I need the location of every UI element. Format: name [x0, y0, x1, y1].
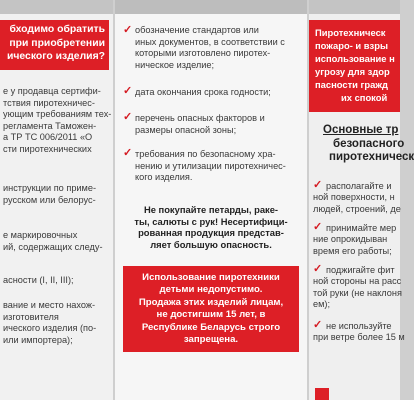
item-line: сти пиротехнических: [3, 143, 92, 154]
checkmark-icon: ✓: [123, 85, 133, 97]
checkmark-icon: ✓: [123, 111, 133, 123]
ban-line: Использование пиротехники: [142, 272, 280, 283]
safety-line: их спокой: [341, 92, 388, 103]
safety-box: [309, 20, 400, 112]
ban-line: Республике Беларусь строго: [141, 321, 281, 333]
item-line: время его работы;: [313, 245, 392, 256]
item-line: при ветре более 15 м: [313, 332, 405, 342]
list-item: [3, 230, 103, 253]
item-line: которыми изготовлено пиротех-: [135, 48, 271, 58]
leaflet-panel-middle: [115, 0, 307, 400]
ban-line: детьми недопустимо.: [159, 284, 263, 296]
list-item: [135, 25, 285, 71]
item-line: принимайте мер: [326, 223, 397, 233]
item-line: ического изделия (по-: [3, 323, 97, 333]
item-line: ной стороны на расс: [313, 276, 402, 286]
list-item-continued: [313, 192, 401, 215]
item-line: русском или белорус-: [3, 194, 96, 205]
checkmark-icon: ✓: [313, 263, 323, 275]
warning-line: ты, салюты с рук! Несертифици-: [134, 215, 288, 227]
red-corner-mark: [315, 388, 329, 400]
leaflet-panel-right: [309, 0, 414, 400]
question-line: ического изделия?: [6, 51, 105, 62]
item-line: не используйте: [326, 321, 392, 331]
item-line: изготовителя: [3, 311, 59, 322]
item-line: располагайте и: [326, 181, 392, 191]
item-line: требования по безопасному хра-: [135, 149, 276, 159]
item-line: инструкции по приме-: [3, 183, 97, 193]
checkmark-icon: ✓: [313, 221, 323, 233]
warning-line: ляет большую опасность.: [150, 238, 272, 250]
checkmark-icon: ✓: [313, 319, 323, 331]
list-item: [3, 300, 96, 346]
item-line: той руки (не наклоня: [313, 287, 402, 298]
list-item: [3, 86, 111, 155]
list-item: [135, 113, 265, 136]
checkmark-icon: ✓: [313, 179, 323, 191]
list-item: [326, 321, 392, 333]
checkmark-icon: ✓: [123, 24, 133, 36]
item-line: ем);: [313, 299, 331, 309]
item-line: перечень опасных факторов и: [135, 113, 265, 123]
item-line: размеры опасной зоны;: [135, 124, 237, 135]
item-line: или импортера);: [3, 334, 73, 345]
warning-text: [125, 204, 297, 250]
item-line: ующим требованиям тех-: [3, 109, 112, 119]
list-item: [135, 149, 286, 184]
item-line: кого изделия.: [135, 172, 193, 182]
checkmark-icon: ✓: [123, 147, 133, 159]
question-line: бходимо обратить: [9, 24, 105, 35]
item-line: дата окончания срока годности;: [135, 87, 271, 97]
list-item: [326, 181, 391, 193]
item-line: регламента Таможен-: [3, 120, 97, 131]
item-line: людей, строений, де: [313, 203, 401, 214]
question-line: при приобретении: [9, 37, 105, 49]
leaflet-panel-left: [0, 0, 113, 400]
list-item: [3, 183, 96, 206]
question-box: [0, 20, 109, 70]
item-line: тствия пиротехничес-: [3, 97, 95, 108]
list-item: [326, 265, 395, 277]
heading-line: Основные тр: [323, 124, 399, 136]
list-item-continued: [313, 332, 405, 344]
warning-line: Не покупайте петарды, раке-: [143, 204, 279, 215]
top-band: [0, 0, 113, 14]
list-item-continued: [313, 276, 402, 311]
safety-line: пасности гражд: [315, 79, 388, 90]
item-line: ий, содержащих следу-: [3, 241, 103, 252]
safety-line: использование н: [315, 53, 395, 64]
item-line: вание и место нахож-: [3, 300, 96, 310]
item-line: асности (I, II, III);: [3, 275, 74, 285]
warning-line: рованная продукция представ-: [138, 227, 284, 238]
list-item-continued: [313, 234, 392, 257]
item-line: иных документов, в соответствии с: [135, 36, 285, 47]
ban-line: не достигшим 15 лет, в: [156, 309, 266, 321]
item-line: ническое изделие;: [135, 59, 215, 70]
heading-line: пиротехническ: [329, 151, 414, 163]
safety-line: пожаро- и взры: [315, 40, 388, 51]
item-line: нению и утилизации пиротехничес-: [135, 160, 286, 171]
heading-line: безопасного: [333, 137, 405, 150]
ban-line: Продажа этих изделий лицам,: [138, 296, 284, 308]
list-item: [326, 223, 396, 235]
item-line: ной поверхности, н: [313, 192, 395, 202]
item-line: е маркировочных: [3, 230, 78, 240]
safety-line: угрозу для здор: [315, 66, 390, 77]
item-line: поджигайте фит: [326, 265, 395, 275]
children-ban-box: [123, 266, 299, 352]
item-line: ние опрокидыван: [313, 234, 388, 244]
safety-line: Пиротехническ: [315, 27, 386, 38]
list-item: [135, 87, 271, 99]
list-item: [3, 275, 74, 287]
top-band: [309, 0, 400, 14]
item-line: обозначение стандартов или: [135, 25, 259, 35]
item-line: е у продавца сертифи-: [3, 86, 101, 96]
ban-line: запрещена.: [183, 334, 239, 346]
top-band: [115, 0, 307, 14]
item-line: а ТР ТС 006/2011 «О: [3, 132, 93, 142]
section-heading: [323, 124, 414, 165]
